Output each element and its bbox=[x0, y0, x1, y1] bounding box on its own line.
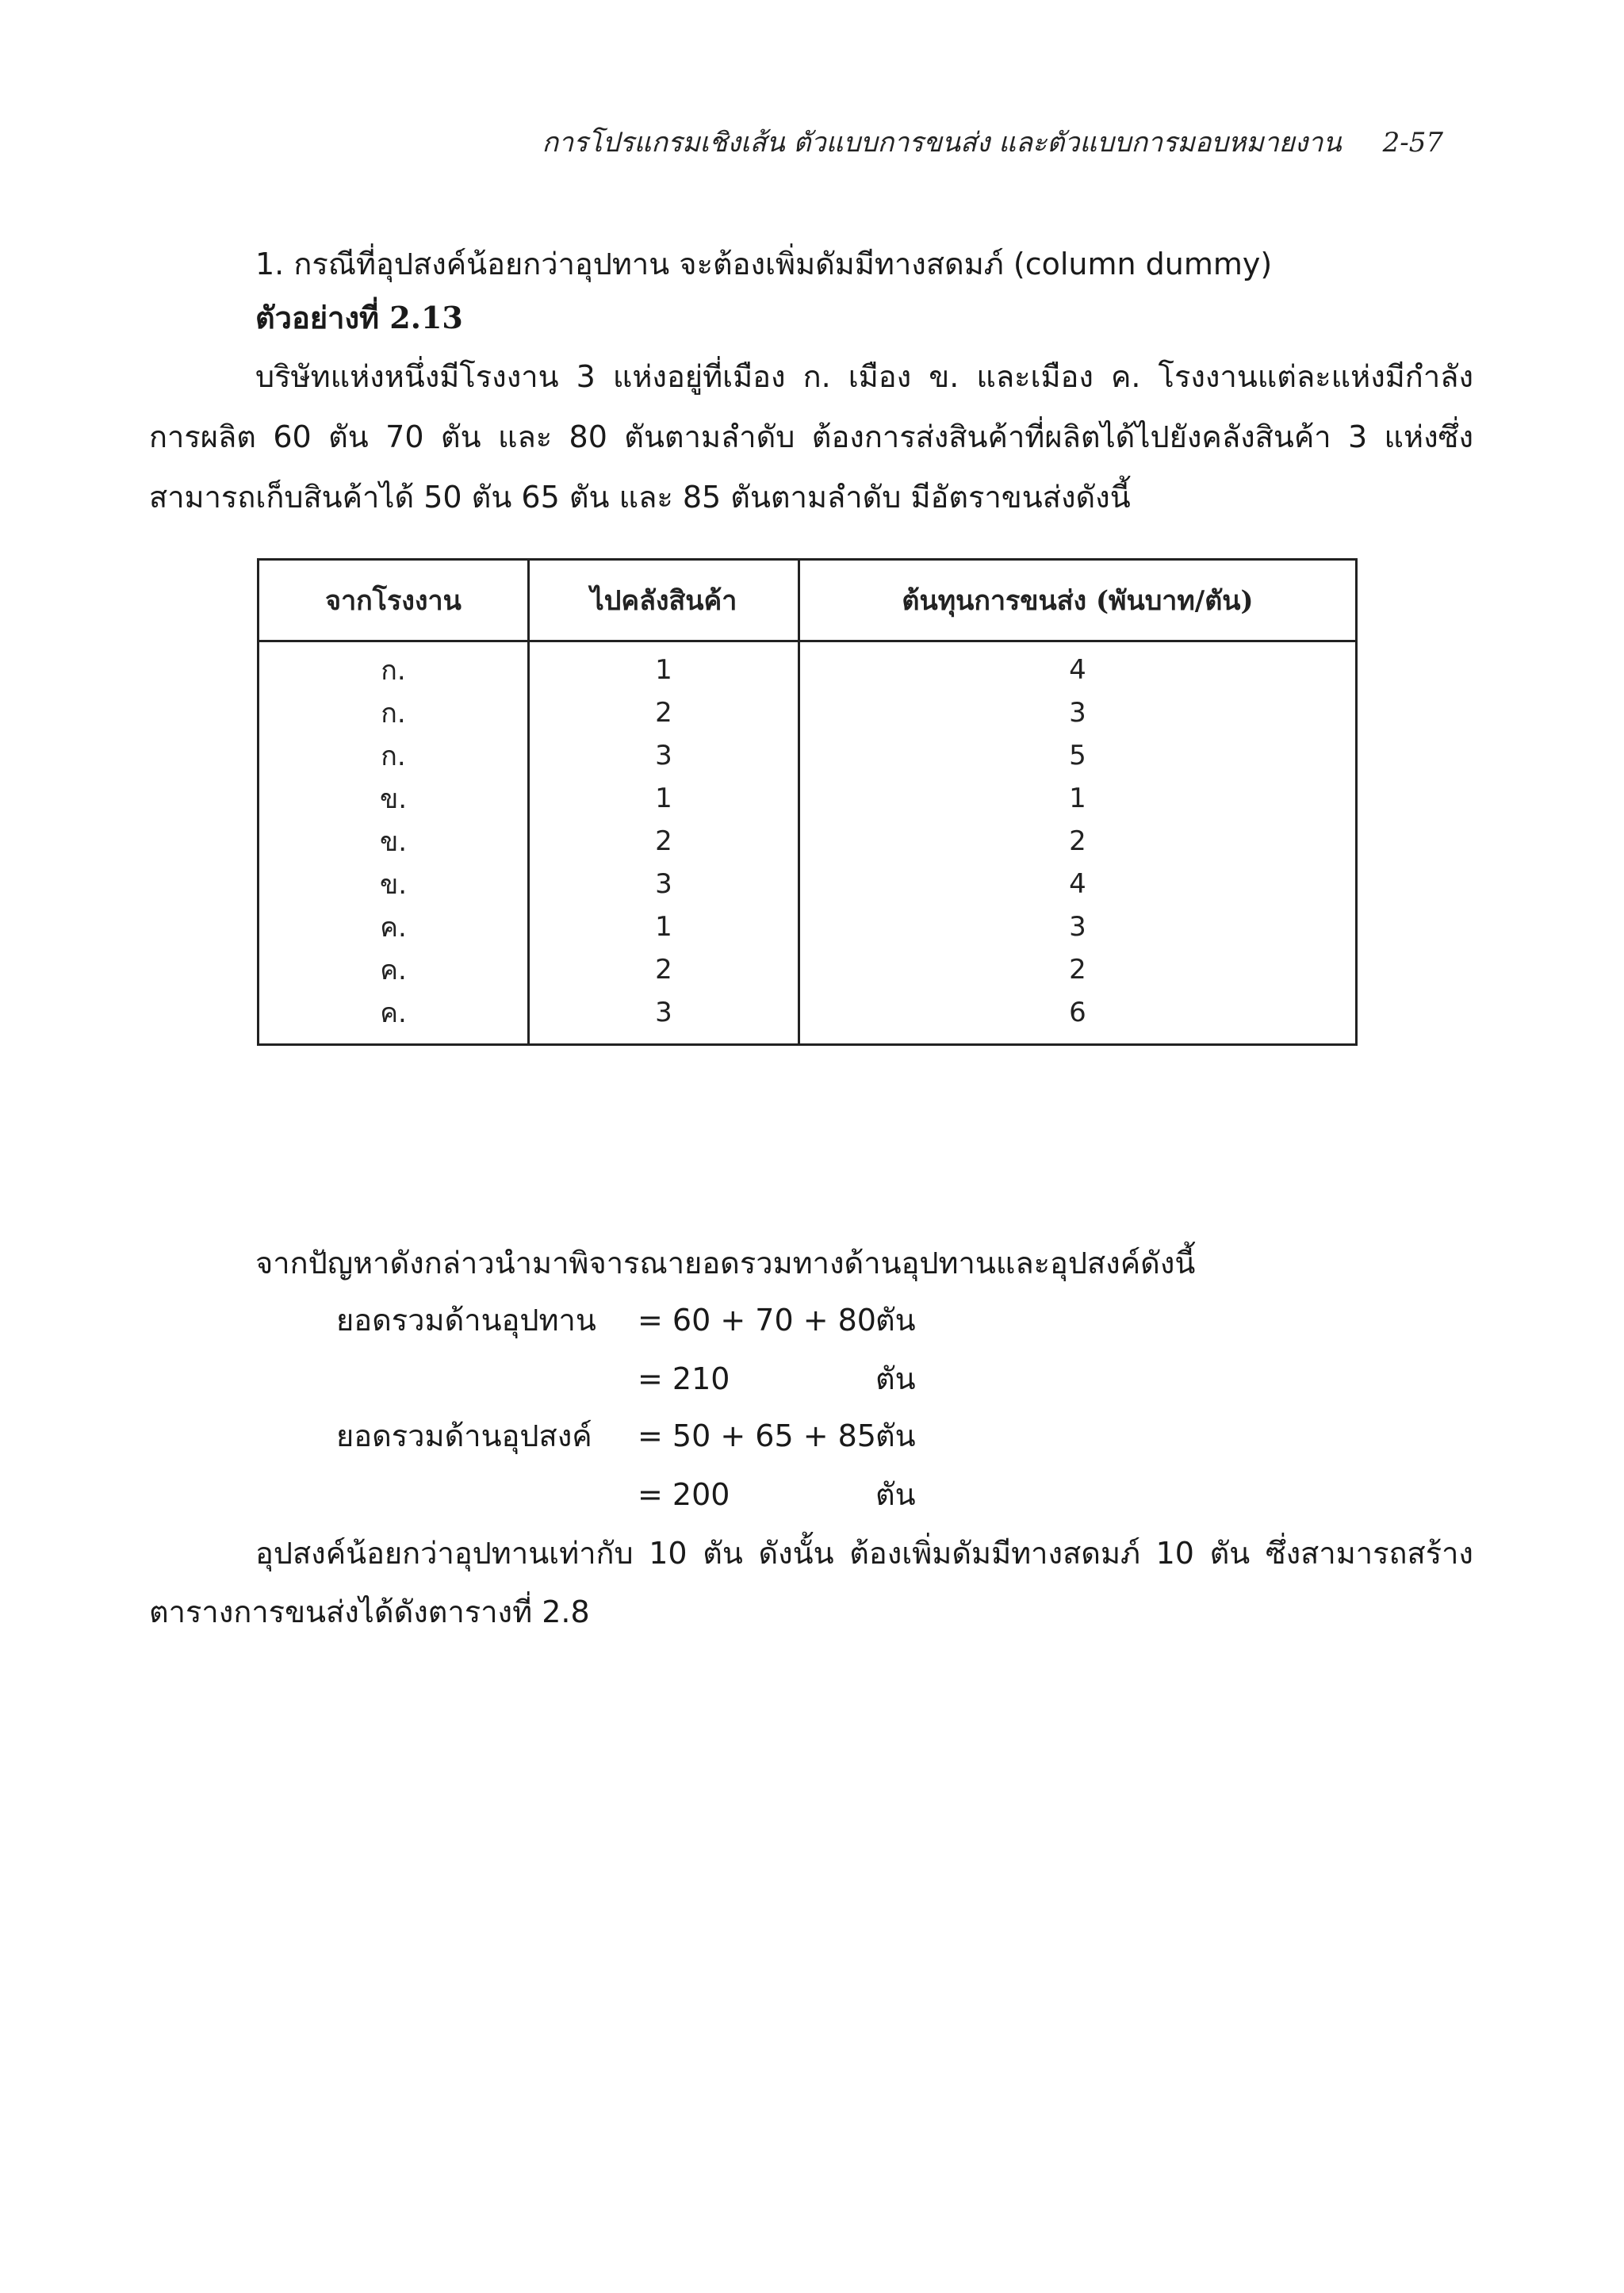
cell-cost: 2 bbox=[799, 948, 1357, 991]
cell-cost: 3 bbox=[799, 691, 1357, 734]
running-title: การโปรแกรมเชิงเส้น ตัวแบบการขนส่ง และตัวแบบการมอบหมายงาน bbox=[542, 127, 1342, 159]
table-row bbox=[259, 863, 1357, 905]
cell-plant: ก. bbox=[381, 698, 406, 729]
cell-cost: 5 bbox=[799, 734, 1357, 777]
cell-cost: 4 bbox=[799, 863, 1357, 905]
supply-total-result: = 210 bbox=[638, 1361, 730, 1396]
conclusion-line: อุปสงค์น้อยกว่าอุปทานเท่ากับ 10 ตัน ดังนั้น ต้องเพิ่มดัมมีทางสดมภ์ 10 ตัน ซึ่งสามารถสร้าง bbox=[255, 1536, 1473, 1571]
cell-warehouse: 2 bbox=[529, 820, 799, 863]
cell-warehouse: 1 bbox=[529, 641, 799, 692]
table-row bbox=[259, 991, 1357, 1045]
case-line: 1. กรณีที่อุปสงค์น้อยกว่าอุปทาน จะต้องเพิ่มดัมมีทางสดมภ์ (column dummy) bbox=[255, 247, 1273, 281]
cell-warehouse: 3 bbox=[529, 991, 799, 1045]
demand-total-result: = 200 bbox=[638, 1477, 730, 1512]
table-row bbox=[259, 905, 1357, 948]
running-header bbox=[476, 121, 1443, 163]
table-row bbox=[259, 777, 1357, 820]
cell-plant: ก. bbox=[381, 655, 406, 687]
unit-label: ตัน bbox=[875, 1418, 916, 1453]
table-header-row bbox=[259, 560, 1357, 641]
table-row bbox=[259, 948, 1357, 991]
example-heading: ตัวอย่างที่ 2.13 bbox=[255, 300, 463, 335]
cell-plant: ก. bbox=[381, 741, 406, 772]
cell-cost: 6 bbox=[799, 991, 1357, 1045]
demand-total-label: ยอดรวมด้านอุปสงค์ bbox=[336, 1418, 592, 1453]
column-header-to-warehouse: ไปคลังสินค้า bbox=[529, 560, 799, 641]
cell-plant: ข. bbox=[379, 826, 408, 858]
cell-plant: ค. bbox=[380, 997, 407, 1029]
cell-warehouse: 3 bbox=[529, 734, 799, 777]
cell-warehouse: 2 bbox=[529, 691, 799, 734]
supply-total-expression: = 60 + 70 + 80 bbox=[638, 1303, 876, 1338]
unit-label: ตัน bbox=[875, 1361, 916, 1396]
cell-cost: 3 bbox=[799, 905, 1357, 948]
table-row bbox=[259, 820, 1357, 863]
table-row bbox=[259, 641, 1357, 692]
cell-plant: ค. bbox=[380, 955, 407, 986]
cell-warehouse: 3 bbox=[529, 863, 799, 905]
cell-plant: ค. bbox=[380, 912, 407, 944]
unit-label: ตัน bbox=[875, 1303, 916, 1338]
column-header-shipping-cost: ต้นทุนการขนส่ง (พันบาท/ตัน) bbox=[799, 560, 1357, 641]
paragraph-line: การผลิต 60 ตัน 70 ตัน และ 80 ตันตามลำดับ ต้องการส่งสินค้าที่ผลิตได้ไปยังคลังสินค้า 3 แห่งซึ่ง bbox=[149, 419, 1473, 454]
paragraph-line: บริษัทแห่งหนึ่งมีโรงงาน 3 แห่งอยู่ที่เมือง ก. เมือง ข. และเมือง ค. โรงงานแต่ละแห่งมีกำลัง bbox=[255, 359, 1473, 394]
cell-plant: ข. bbox=[379, 783, 408, 815]
table-row bbox=[259, 691, 1357, 734]
cell-cost: 4 bbox=[799, 641, 1357, 692]
demand-total-expression: = 50 + 65 + 85 bbox=[638, 1418, 876, 1453]
conclusion-line: ตารางการขนส่งได้ดังตารางที่ 2.8 bbox=[149, 1594, 590, 1629]
supply-total-label: ยอดรวมด้านอุปทาน bbox=[336, 1303, 596, 1338]
cell-warehouse: 1 bbox=[529, 905, 799, 948]
cell-warehouse: 1 bbox=[529, 777, 799, 820]
analysis-intro: จากปัญหาดังกล่าวนำมาพิจารณายอดรวมทางด้านอุปทานและอุปสงค์ดังนี้ bbox=[255, 1246, 1196, 1280]
page-number: 2-57 bbox=[1382, 127, 1443, 159]
column-header-from-plant: จากโรงงาน bbox=[259, 560, 529, 641]
table-row bbox=[259, 734, 1357, 777]
shipping-cost-table bbox=[257, 558, 1358, 1046]
cell-cost: 1 bbox=[799, 777, 1357, 820]
cell-warehouse: 2 bbox=[529, 948, 799, 991]
cell-cost: 2 bbox=[799, 820, 1357, 863]
cell-plant: ข. bbox=[379, 869, 408, 901]
paragraph-line: สามารถเก็บสินค้าได้ 50 ตัน 65 ตัน และ 85 ตันตามลำดับ มีอัตราขนส่งดังนี้ bbox=[149, 480, 1131, 515]
unit-label: ตัน bbox=[875, 1477, 916, 1512]
